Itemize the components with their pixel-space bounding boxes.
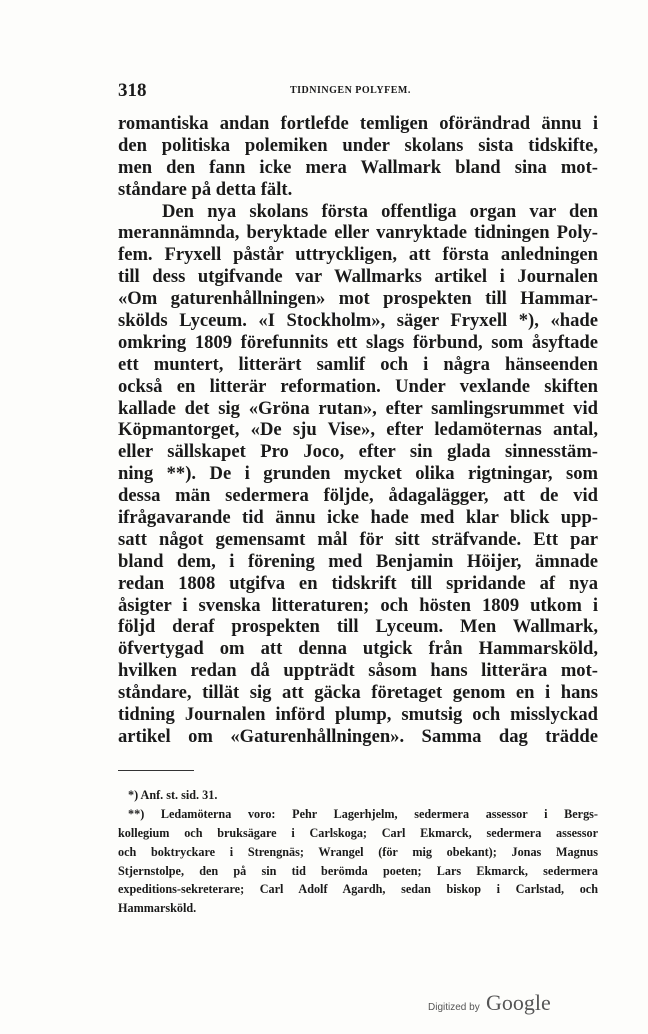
footnote-line: kollegium och bruksägare i Carlskoga; Carl Ekmarck, sedermera assessor (118, 825, 598, 840)
text-line: ståndare, tillät sig att gäcka företaget genom en i hans (118, 682, 598, 704)
text-line: omkring 1809 förefunnits ett slags förbund, som åsyftade (118, 331, 598, 353)
text-line: skölds Lyceum. «I Stockholm», säger Fryxell *), «hade (118, 310, 598, 332)
footnote-line: *) Anf. st. sid. 31. (128, 788, 218, 802)
watermark-prefix: Digitized by (428, 1002, 480, 1013)
text-line: hvilken redan då uppträdt såsom hans litterära mot- (118, 660, 598, 682)
text-line: öfvertygad om att denna utgick från Hammarsköld, (118, 638, 598, 660)
page-header (118, 80, 598, 100)
running-title: TIDNINGEN POLYFEM. (290, 85, 411, 96)
google-logo: Google (486, 990, 551, 1015)
footnote-line: och boktryckare i Strengnäs; Wrangel (för mig obekant); Jonas Magnus (118, 844, 598, 859)
footnote-line: expeditions-sekreterare; Carl Adolf Agardh, sedan biskop i Carlstad, och (118, 882, 598, 897)
footnote-line: **) Ledamöterna voro: Pehr Lagerhjelm, sedermera assessor i Bergs- (128, 806, 598, 821)
text-line: också en litterär reformation. Under vexlande skiften (118, 375, 598, 397)
text-line: ning **). De i grunden mycket olika rigtningar, som (118, 463, 598, 485)
footnote-line: Stjernstolpe, den på sin tid berömda poeten; Lars Ekmarck, sedermera (118, 863, 598, 878)
footnotes (118, 786, 598, 918)
text-line: den politiska polemiken under skolans sista tidskifte, (118, 134, 598, 156)
text-line: romantiska andan fortlefde temligen oförändrad ännu i (118, 113, 598, 134)
body-text (118, 113, 598, 748)
text-line: ifrågavarande tid ännu icke hade med klar blick upp- (118, 507, 598, 529)
text-line: merannämnda, beryktade eller vanryktade tidningen Poly- (118, 222, 598, 244)
text-line: ståndare på detta fält. (118, 178, 293, 200)
text-line: «Om gaturenhållningen» mot prospekten till Hammar- (118, 288, 598, 310)
text-line: kallade det sig «Gröna rutan», efter samlingsrummet vid (118, 397, 598, 419)
text-line: ett muntert, litterärt samlif och i några hänseenden (118, 353, 598, 375)
digitized-watermark (418, 990, 578, 1020)
text-line: dessa män sedermera följde, ådagalägger, att de vid (118, 485, 598, 507)
text-line: redan 1808 utgifva en tidskrift till spridande af nya (118, 572, 598, 594)
text-line: tidning Journalen införd plump, smutsig och misslyckad (118, 704, 598, 726)
text-line: eller sällskapet Pro Joco, efter sin glada sinnesstäm- (118, 441, 598, 463)
text-line: satt något gemensamt mål för sitt sträfvande. Ett par (118, 528, 598, 550)
text-line: bland dem, i förening med Benjamin Höijer, ämnade (118, 550, 598, 572)
footnote-divider (118, 770, 194, 771)
text-line: åsigter i svenska litteraturen; och hösten 1809 utkom i (118, 594, 598, 616)
text-line: Den nya skolans första offentliga organ var den (162, 200, 598, 222)
text-line: artikel om «Gaturenhållningen». Samma dag trädde (118, 725, 598, 747)
text-line: till dess utgifvande var Wallmarks artikel i Journalen (118, 266, 598, 288)
text-line: Köpmantorget, «De sju Vise», efter ledamöternas antal, (118, 419, 598, 441)
text-line: men den fann icke mera Wallmark bland sina mot- (118, 156, 598, 178)
text-line: följd deraf prospekten till Lyceum. Men Wallmark, (118, 616, 598, 638)
footnote-line: Hammarsköld. (118, 901, 197, 916)
text-line: fem. Fryxell påstår uttryckligen, att första anledningen (118, 244, 598, 266)
page-number: 318 (118, 80, 147, 101)
